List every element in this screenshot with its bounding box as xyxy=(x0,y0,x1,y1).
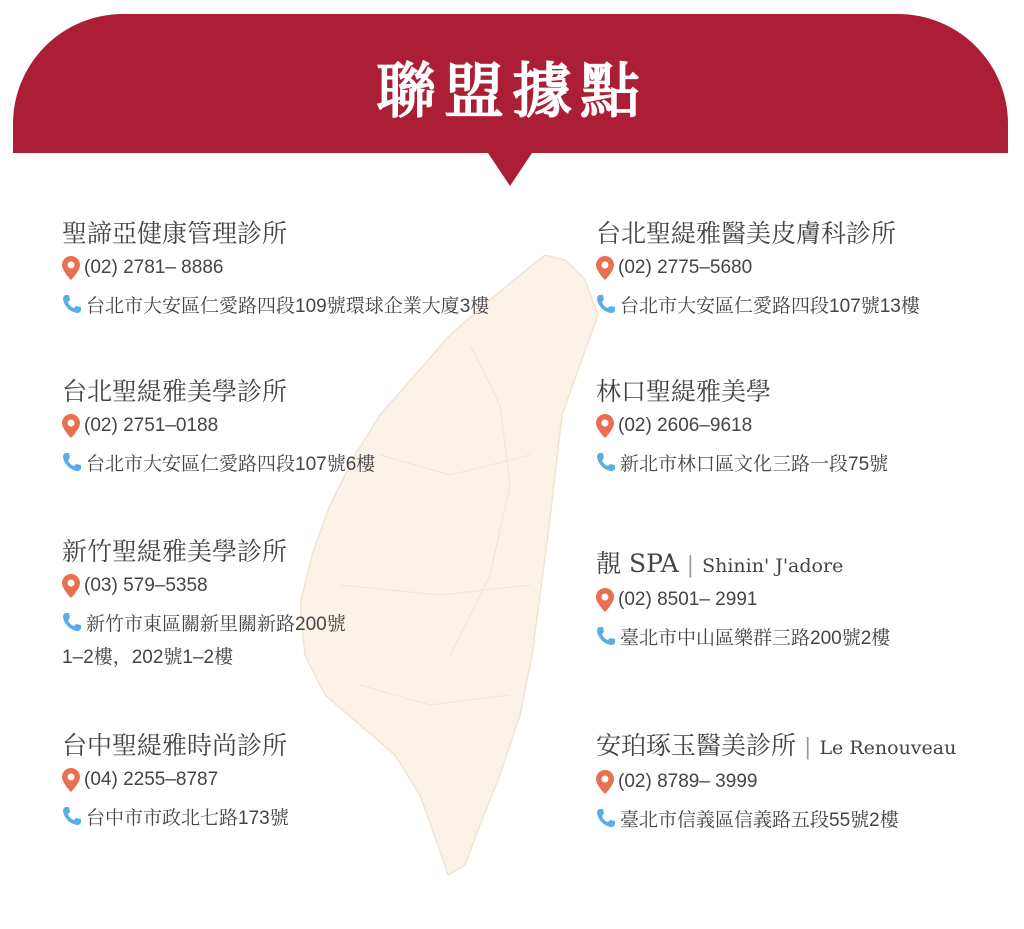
clinic-address: 臺北市信義區信義路五段55號2樓 xyxy=(620,809,899,831)
clinic-phone-row xyxy=(596,582,890,618)
clinic-address-extra: 1–2樓，202號1–2樓 xyxy=(62,647,234,668)
clinic-card xyxy=(62,376,375,480)
map-pin-icon xyxy=(596,770,614,794)
clinic-address-row xyxy=(62,286,489,322)
clinic-phone: (02) 2775–5680 xyxy=(618,257,753,278)
clinic-name: 靚 SPA xyxy=(596,549,679,578)
clinic-card xyxy=(62,730,289,834)
clinic-phone-row xyxy=(596,250,920,286)
clinic-address-row xyxy=(62,798,289,834)
clinic-card xyxy=(62,536,346,676)
clinic-name: 林口聖緹雅美學 xyxy=(596,377,772,406)
clinic-name: 聖諦亞健康管理診所 xyxy=(62,219,288,248)
clinic-address-row xyxy=(596,444,888,480)
phone-icon xyxy=(596,808,616,828)
banner-notch xyxy=(486,150,534,186)
clinic-name-sub: Le Renouveau xyxy=(819,737,957,759)
clinic-card xyxy=(596,730,956,836)
clinic-phone: (04) 2255–8787 xyxy=(84,769,219,790)
page-title: 聯盟據點 xyxy=(376,57,648,127)
clinic-address: 台北市大安區仁愛路四段109號環球企業大廈3樓 xyxy=(86,295,490,317)
clinic-name: 台北聖緹雅美學診所 xyxy=(62,377,288,406)
map-pin-icon xyxy=(62,768,80,792)
clinic-phone: (02) 2781– 8886 xyxy=(84,257,224,278)
clinic-name: 新竹聖緹雅美學診所 xyxy=(62,537,288,566)
phone-icon xyxy=(62,294,82,314)
clinic-address-row xyxy=(62,604,346,640)
phone-icon xyxy=(62,806,82,826)
clinic-name-sub: Shinin' J'adore xyxy=(702,555,844,577)
phone-icon xyxy=(596,294,616,314)
map-pin-icon xyxy=(596,588,614,612)
clinic-name: 台北聖緹雅醫美皮膚科診所 xyxy=(596,219,897,248)
map-pin-icon xyxy=(596,414,614,438)
clinic-phone-row xyxy=(62,250,489,286)
phone-icon xyxy=(596,452,616,472)
map-pin-icon xyxy=(62,414,80,438)
clinic-phone-row xyxy=(596,408,888,444)
clinic-phone: (02) 8501– 2991 xyxy=(618,589,758,610)
clinic-phone-row xyxy=(596,764,956,800)
clinic-address: 新北市林口區文化三路一段75號 xyxy=(620,453,889,475)
clinic-card xyxy=(62,218,489,322)
name-separator: | xyxy=(804,735,812,760)
clinic-address: 臺北市中山區樂群三路200號2樓 xyxy=(620,627,891,649)
clinic-phone-row xyxy=(62,762,289,798)
clinic-phone: (02) 8789– 3999 xyxy=(618,771,758,792)
map-pin-icon xyxy=(62,574,80,598)
clinic-address-row xyxy=(596,286,920,322)
map-pin-icon xyxy=(596,256,614,280)
clinic-card xyxy=(596,548,890,654)
clinic-name: 安珀琢玉醫美診所 xyxy=(596,731,797,760)
phone-icon xyxy=(596,626,616,646)
clinic-name: 台中聖緹雅時尚診所 xyxy=(62,731,288,760)
clinic-address: 台北市大安區仁愛路四段107號6樓 xyxy=(86,453,376,475)
map-pin-icon xyxy=(62,256,80,280)
clinic-address-row xyxy=(596,618,890,654)
clinic-phone: (02) 2606–9618 xyxy=(618,415,753,436)
clinic-address-row xyxy=(62,444,375,480)
clinic-name-row xyxy=(596,548,890,582)
clinic-card xyxy=(596,376,888,480)
name-separator: | xyxy=(686,553,695,578)
phone-icon xyxy=(62,612,82,632)
clinic-name-row xyxy=(596,730,956,764)
clinic-phone: (02) 2751–0188 xyxy=(84,415,219,436)
clinic-phone: (03) 579–5358 xyxy=(84,575,208,596)
clinic-phone-row xyxy=(62,568,346,604)
clinic-address-row xyxy=(596,800,956,836)
clinic-address: 台中市市政北七路173號 xyxy=(86,807,289,829)
phone-icon xyxy=(62,452,82,472)
clinic-address: 台北市大安區仁愛路四段107號13樓 xyxy=(620,295,920,317)
clinic-card xyxy=(596,218,920,322)
clinic-address: 新竹市東區關新里關新路200號 xyxy=(86,613,346,635)
clinic-phone-row xyxy=(62,408,375,444)
